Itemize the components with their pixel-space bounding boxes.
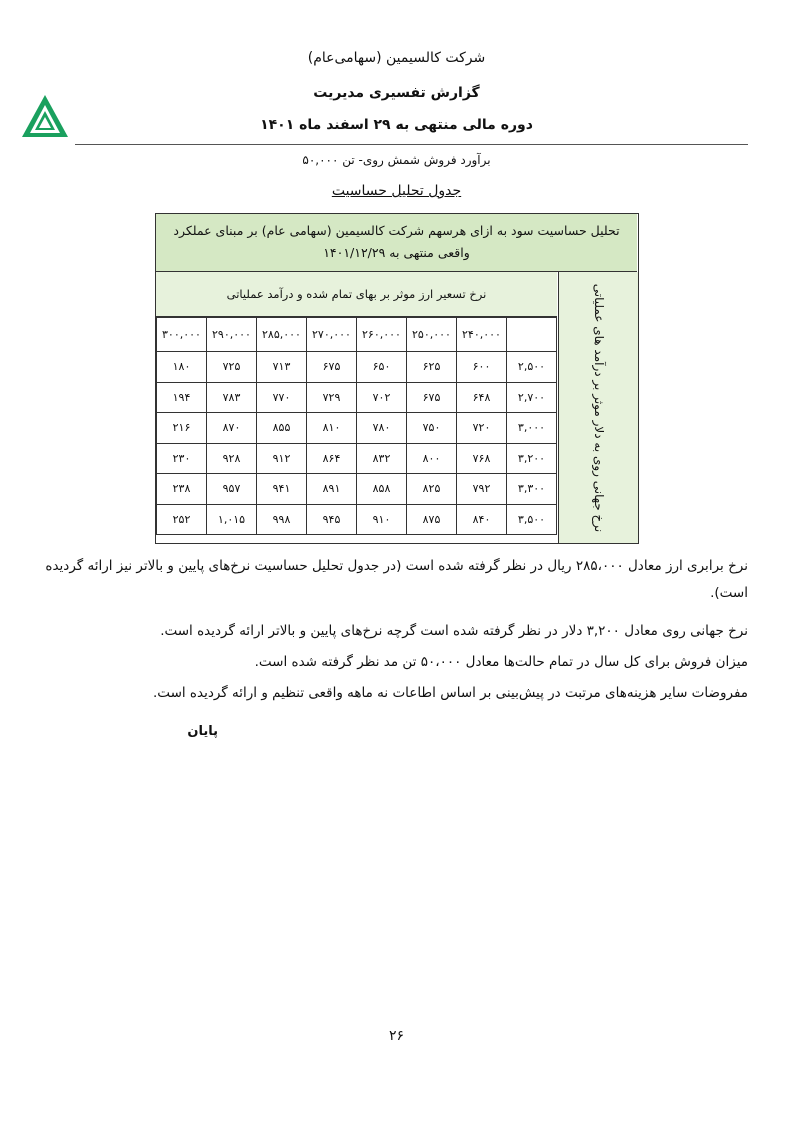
value-cell: ۸۵۵ (257, 413, 307, 444)
value-cell: ۹۱۲ (257, 443, 307, 474)
column-group-label: نرخ تسعیر ارز موثر بر بهای تمام شده و درآمد عملیاتی (156, 272, 557, 317)
column-header-row (157, 318, 557, 352)
company-name: شرکت کالسیمین (سهامی‌عام) (307, 50, 486, 66)
rate-cell: ۳,۵۰۰ (507, 504, 557, 535)
values-grid (156, 317, 557, 535)
table-row (157, 504, 557, 535)
value-cell: ۸۹۱ (307, 474, 357, 505)
page-header (0, 0, 793, 150)
value-cell: ۷۲۰ (457, 413, 507, 444)
value-cell: ۸۷۵ (407, 504, 457, 535)
value-cell: ۶۷۵ (407, 382, 457, 413)
side-label-cell (558, 272, 638, 543)
value-cell: ۹۴۵ (307, 504, 357, 535)
value-cell: ۷۲۵ (207, 352, 257, 383)
value-cell: ۷۸۰ (357, 413, 407, 444)
column-header: ۳۰۰,۰۰۰ (157, 318, 207, 352)
value-cell: ۸۳۲ (357, 443, 407, 474)
value-cell: ۷۱۳ (257, 352, 307, 383)
rate-cell: ۲,۷۰۰ (507, 382, 557, 413)
value-cell: ۲۵۲ (157, 504, 207, 535)
value-cell: ۷۵۰ (407, 413, 457, 444)
report-period: دوره مالی منتهی به ۲۹ اسفند ماه ۱۴۰۱ (260, 117, 533, 133)
value-cell: ۶۴۸ (457, 382, 507, 413)
rate-cell: ۳,۲۰۰ (507, 443, 557, 474)
value-cell: ۹۱۰ (357, 504, 407, 535)
table-row (157, 443, 557, 474)
note-other-costs: مفروضات سایر هزینه‌های مرتبت در پیش‌بینی بر اساس اطاعات نه ماهه واقعی تنظیم و ارائه گردیده است. (153, 685, 748, 701)
value-cell: ۷۰۲ (357, 382, 407, 413)
table-row (157, 474, 557, 505)
value-cell: ۷۷۰ (257, 382, 307, 413)
value-cell: ۷۶۸ (457, 443, 507, 474)
value-cell: ۸۱۰ (307, 413, 357, 444)
value-cell: ۷۲۹ (307, 382, 357, 413)
value-cell: ۹۹۸ (257, 504, 307, 535)
value-cell: ۲۳۸ (157, 474, 207, 505)
table-heading: تحلیل حساسیت سود به ازای هرسهم شرکت کالسیمین (سهامی عام) بر مبنای عملکرد واقعی منتهی به ۱۴۰۱/۱۲/۲۹ (156, 214, 637, 272)
note-exchange-rate: نرخ برابری ارز معادل ۲۸۵،۰۰۰ ریال در نظر گرفته شده است (در جدول تحلیل حساسیت نرخ‌های پایین و بالاتر نیز ارائه گردیده است). (45, 558, 748, 601)
value-cell: ۹۴۱ (257, 474, 307, 505)
value-cell: ۸۰۰ (407, 443, 457, 474)
value-cell: ۸۲۵ (407, 474, 457, 505)
value-cell: ۲۳۰ (157, 443, 207, 474)
value-cell: ۷۸۳ (207, 382, 257, 413)
side-label: نرخ جهانی روی به دلار موثر بر درآمد های عملیاتی (591, 283, 606, 532)
value-cell: ۶۰۰ (457, 352, 507, 383)
note-sales-volume: میزان فروش برای کل سال در تمام حالت‌ها معادل ۵۰،۰۰۰ تن مد نظر گرفته شده است. (254, 654, 748, 670)
rate-cell: ۳,۳۰۰ (507, 474, 557, 505)
table-row (157, 382, 557, 413)
table-row (157, 413, 557, 444)
end-label: پایان (187, 724, 218, 739)
page-number: ۲۶ (388, 1028, 405, 1044)
column-header: ۲۷۰,۰۰۰ (307, 318, 357, 352)
rate-cell: ۳,۰۰۰ (507, 413, 557, 444)
sensitivity-table (155, 213, 639, 544)
report-title: گزارش تفسیری مدیریت (313, 85, 480, 101)
rate-cell: ۲,۵۰۰ (507, 352, 557, 383)
value-cell: ۶۷۵ (307, 352, 357, 383)
value-cell: ۹۲۸ (207, 443, 257, 474)
value-cell: ۸۶۴ (307, 443, 357, 474)
note-zinc-price: نرخ جهانی روی معادل ۳,۲۰۰ دلار در نظر گرفته شده است گرچه نرخ‌های پایین و بالاتر ارائه گردیده است. (160, 623, 748, 639)
column-header: ۲۵۰,۰۰۰ (407, 318, 457, 352)
value-cell: ۶۵۰ (357, 352, 407, 383)
value-cell: ۷۹۲ (457, 474, 507, 505)
header-divider (75, 144, 748, 145)
value-cell: ۱۸۰ (157, 352, 207, 383)
column-header: ۲۸۵,۰۰۰ (257, 318, 307, 352)
value-cell: ۸۴۰ (457, 504, 507, 535)
column-header: ۲۶۰,۰۰۰ (357, 318, 407, 352)
sales-estimate: برآورد فروش شمش روی- تن ۵۰,۰۰۰ (302, 153, 491, 167)
table-title: جدول تحلیل حساسیت (331, 183, 462, 199)
column-header: ۲۹۰,۰۰۰ (207, 318, 257, 352)
column-header: ۲۴۰,۰۰۰ (457, 318, 507, 352)
value-cell: ۸۵۸ (357, 474, 407, 505)
table-row (157, 352, 557, 383)
value-cell: ۲۱۶ (157, 413, 207, 444)
value-cell: ۱,۰۱۵ (207, 504, 257, 535)
corner-cell (507, 318, 557, 352)
value-cell: ۸۷۰ (207, 413, 257, 444)
value-cell: ۶۲۵ (407, 352, 457, 383)
value-cell: ۱۹۴ (157, 382, 207, 413)
value-cell: ۹۵۷ (207, 474, 257, 505)
